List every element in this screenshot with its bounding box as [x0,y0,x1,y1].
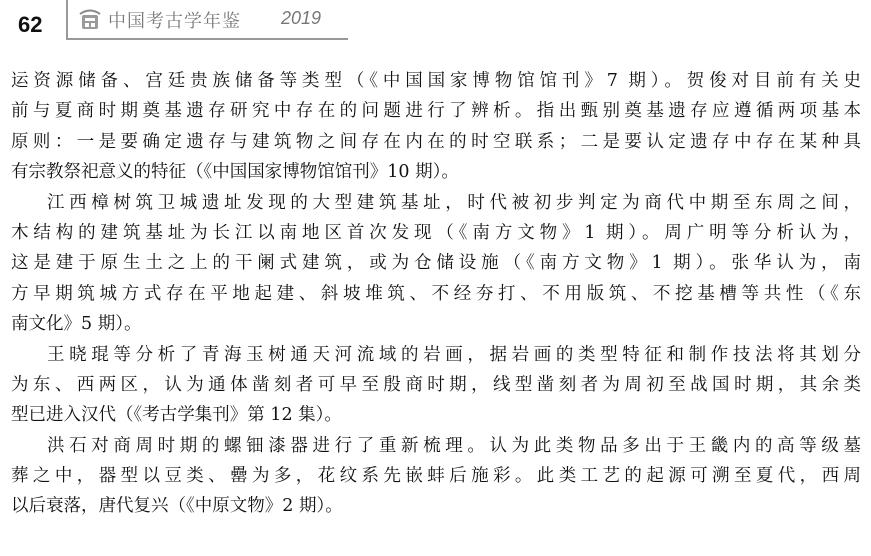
text-line: 为东、西两区，认为通体凿刻者可早至殷商时期，线型凿刻者为周初至战国时期，其余类 [11,374,861,395]
text-line: 有宗教祭祀意义的特征（《中国国家博物馆馆刊》10 期）。 [11,162,459,183]
text-line: 前与夏商时期奠基遗存研究中存在的问题进行了辨析。指出甄别奠基遗存应遵循两项基本 [11,101,861,122]
page-header [0,0,871,52]
text-line: 运资源储备、宫廷贵族储备等类型（《中国国家博物馆馆刊》7 期）。贺俊对目前有关史 [11,71,861,91]
text-line: 葬之中，器型以豆类、罍为多，花纹系先嵌蚌后施彩。此类工艺的起源可溯至夏代，西周 [11,466,861,487]
header-divider-vertical [66,0,68,40]
text-line: 方早期筑城方式存在平地起建、斜坡堆筑、不经夯打、不用版筑、不挖基槽等共性（《东 [11,283,861,304]
journal-title: 中国考古学年鉴 [108,11,241,32]
text-line: 以后衰落，唐代复兴（《中原文物》2 期）。 [11,496,343,517]
text-line: 洪石对商周时期的螺钿漆器进行了重新梳理。认为此类物品多出于王畿内的高等级墓 [47,435,861,456]
journal-logo-icon [76,5,104,33]
text-line: 型已进入汉代（《考古学集刊》第 12 集）。 [11,405,342,426]
article-body [11,66,861,522]
text-line: 王晓琨等分析了青海玉树通天河流域的岩画，据岩画的类型特征和制作技法将其划分 [47,344,861,365]
text-line: 这是建于原生土之上的干阑式建筑，或为仓储设施（《南方文物》1 期）。张华认为，南 [11,253,861,274]
text-line: 原则：一是要确定遗存与建筑物之间存在内在的时空联系；二是要认定遗存中存在某种具 [11,131,861,152]
journal-year: 2019 [281,8,322,28]
text-line: 木结构的建筑基址为长江以南地区首次发现（《南方文物》1 期）。周广明等分析认为， [11,222,861,243]
text-line: 南文化》5 期）。 [11,314,142,335]
text-line: 江西樟树筑卫城遗址发现的大型建筑基址，时代被初步判定为商代中期至东周之间， [47,192,861,213]
page-number: 62 [18,12,43,37]
header-divider-horizontal [66,38,348,40]
